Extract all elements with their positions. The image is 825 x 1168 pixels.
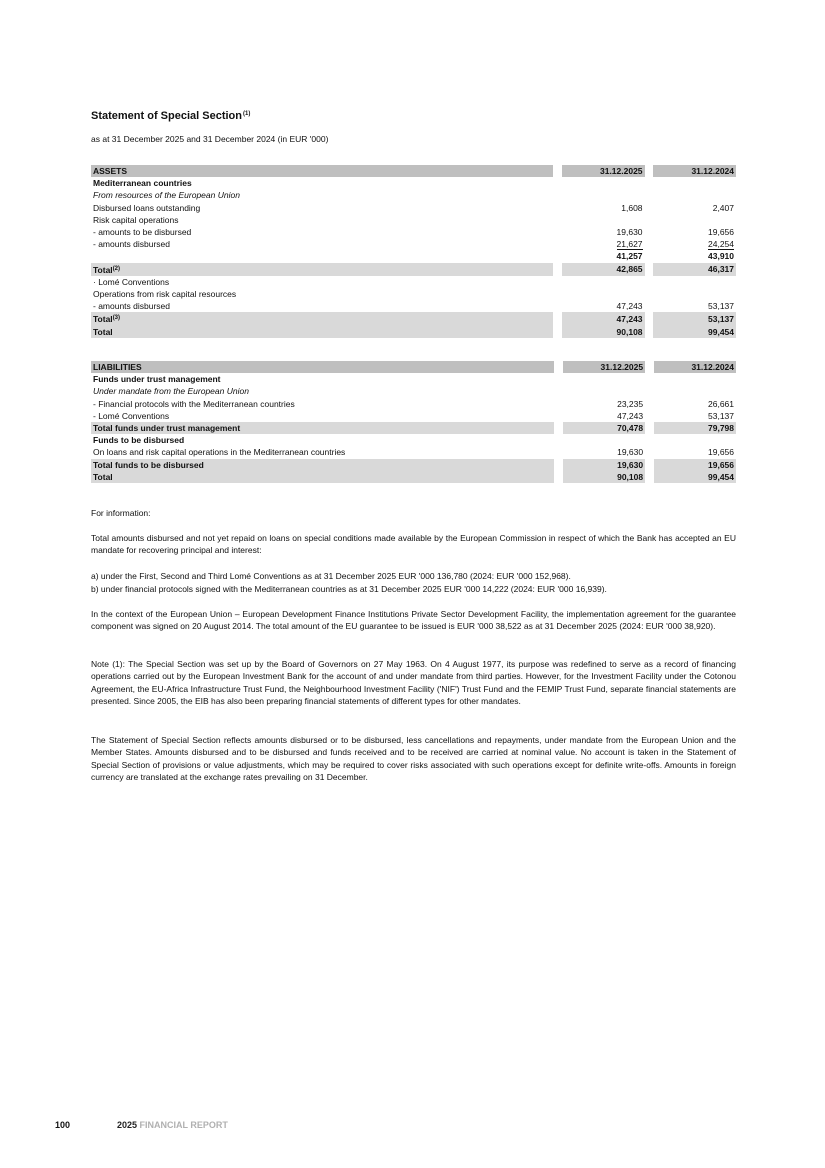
row-label: · Lomé Conventions — [93, 276, 170, 287]
value-2025 — [563, 385, 645, 397]
value-2025: 19,630 — [617, 447, 644, 458]
row-label: Total funds under trust management — [91, 422, 554, 434]
liabilities-row — [91, 385, 736, 397]
value-2025 — [563, 373, 645, 385]
value-2024: 24,254 — [708, 239, 734, 250]
assets-row — [91, 214, 736, 226]
value-2025: 31.12.2025 — [562, 165, 645, 177]
value-2025: 47,243 — [562, 312, 645, 325]
value-2025: 1,608 — [621, 202, 643, 213]
note-1-paragraph: Note (1): The Special Section was set up by the Board of Governors on 27 May 1963. On 4 August 1977, its purpose was redefined to serve as a record of financing operations carried out by the European Investment Bank for the account of and under mandate from third parties. However, for the Investment Facility under the Cotonou Agreement, the EU-Africa Infrastructure Trust Fund, the Neighbourhood Investment Facility ('NIF') Trust Fund and the FEMIP Trust Fund, separate financial statements are presented. Since 2005, the EIB has also been preparing financial statements of different types for other mandates. — [91, 659, 736, 706]
page-title: Statement of Special Section$^{(1)}$ — [91, 110, 251, 122]
value-2025: 90,108 — [562, 326, 645, 338]
value-2024: 19,656 — [654, 459, 736, 471]
assets-row — [91, 288, 736, 300]
value-2024: 19,656 — [708, 447, 734, 458]
assets-row — [91, 202, 736, 214]
value-2025: 21,627 — [616, 239, 643, 250]
guarantee-paragraph: In the context of the European Union – European Development Finance Institutions Private Sector Development Facility, the implementation agreement for the guarantee component was signed on 20 August 2014. The total amount of the EU guarantee to be issued is EUR '000 38,522 as at 31 December 2025 (2024: EUR '000 38,920). — [91, 609, 736, 632]
row-label: Disbursed loans outstanding — [93, 202, 201, 213]
value-2025: 90,108 — [563, 471, 645, 483]
row-label: - amounts disbursed — [93, 239, 171, 250]
value-2024 — [654, 434, 736, 446]
value-2025: 23,235 — [617, 398, 644, 409]
assets-row — [91, 276, 736, 288]
value-2024: 53,137 — [708, 301, 734, 312]
value-2024: 79,798 — [654, 422, 736, 434]
row-label: Funds under trust management — [93, 374, 221, 385]
value-2024: 46,317 — [653, 263, 736, 276]
value-2025 — [563, 434, 645, 446]
value-2025: 42,865 — [562, 263, 645, 276]
value-2024: 31.12.2024 — [654, 361, 736, 373]
row-label: Total funds to be disbursed — [91, 459, 554, 471]
row-label: - amounts disbursed — [93, 301, 171, 312]
value-2024: 43,910 — [708, 251, 734, 262]
footer-year: 2025 — [117, 1120, 138, 1130]
assets-row — [91, 238, 736, 250]
row-label: From resources of the European Union — [93, 190, 240, 201]
row-label: LIABILITIES — [91, 361, 554, 373]
row-label: Operations from risk capital resources — [93, 289, 237, 300]
row-label: Under mandate from the European Union — [93, 386, 249, 397]
row-label: On loans and risk capital operations in the Mediterranean countries — [93, 447, 346, 458]
row-label: Funds to be disbursed — [93, 435, 185, 446]
row-label: Mediterranean countries — [93, 178, 192, 189]
liabilities-row — [91, 434, 736, 446]
row-label — [91, 250, 553, 262]
value-2024: 99,454 — [654, 471, 736, 483]
value-2025 — [562, 214, 645, 226]
row-label: Total — [91, 471, 554, 483]
footer-report: FINANCIAL REPORT — [139, 1120, 228, 1130]
value-2024: 53,137 — [653, 312, 736, 325]
assets-row — [91, 326, 736, 338]
for-information-label: For information: — [91, 508, 151, 518]
row-label: Total — [91, 326, 553, 338]
value-2025: 47,243 — [617, 410, 644, 421]
value-2025 — [562, 189, 645, 201]
row-label: - amounts to be disbursed — [93, 227, 192, 238]
value-2025: 41,257 — [616, 251, 643, 262]
assets-header-row — [91, 165, 736, 177]
liabilities-row — [91, 471, 736, 483]
liabilities-header-row — [91, 361, 736, 373]
value-2024: 26,661 — [708, 398, 734, 409]
value-2025: 19,630 — [563, 459, 645, 471]
info-paragraph: Total amounts disbursed and not yet repaid on loans on special conditions made available by the European Commission in respect of which the Bank has accepted an EU mandate for recovering principal and interest: — [91, 533, 736, 556]
assets-row — [91, 189, 736, 201]
assets-row — [91, 312, 736, 325]
value-2024 — [653, 177, 736, 189]
value-2024: 53,137 — [708, 410, 734, 421]
value-2025: 31.12.2025 — [563, 361, 645, 373]
row-label: Risk capital operations — [93, 214, 179, 225]
value-2025 — [562, 288, 645, 300]
value-2024 — [654, 385, 736, 397]
assets-row — [91, 300, 736, 312]
value-2025: 47,243 — [616, 301, 643, 312]
row-label: Total$^{(2)}$ — [91, 263, 553, 276]
value-2025 — [562, 276, 645, 288]
liabilities-row — [91, 398, 736, 410]
value-2025: 70,478 — [563, 422, 645, 434]
value-2024 — [653, 189, 736, 201]
liabilities-row — [91, 422, 736, 434]
liabilities-row — [91, 410, 736, 422]
info-item-a: a) under the First, Second and Third Lomé Conventions as at 31 December 2025 EUR '000 136,780 (2024: EUR '000 152,968). — [91, 571, 571, 581]
row-label: - Lomé Conventions — [93, 410, 170, 421]
value-2024 — [654, 373, 736, 385]
value-2024: 99,454 — [653, 326, 736, 338]
liabilities-row — [91, 446, 736, 458]
value-2024 — [653, 214, 736, 226]
row-label: ASSETS — [91, 165, 553, 177]
assets-row — [91, 263, 736, 276]
liabilities-row — [91, 459, 736, 471]
statement-paragraph: The Statement of Special Section reflects amounts disbursed or to be disbursed, less cancellations and repayments, under mandate from the European Union and the Member States. Amounts disbursed and to be disbursed and funds received and to be received are carried at nominal value. No account is taken in the Statement of Special Section of provisions or value adjustments, which may be required to cover risks associated with such operations except for definite write-offs. Amounts in foreign currency are translated at the exchange rates prevailing on 31 December. — [91, 735, 736, 782]
page-number: 100 — [55, 1120, 71, 1130]
assets-row — [91, 226, 736, 238]
assets-table — [91, 165, 736, 338]
value-2024 — [653, 276, 736, 288]
assets-row — [91, 177, 736, 189]
value-2025 — [562, 177, 645, 189]
liabilities-row — [91, 373, 736, 385]
value-2025: 19,630 — [616, 227, 643, 238]
value-2024: 19,656 — [708, 227, 734, 238]
liabilities-table — [91, 361, 736, 483]
value-2024 — [653, 288, 736, 300]
page-subtitle: as at 31 December 2025 and 31 December 2024 (in EUR '000) — [91, 134, 329, 144]
value-2024: 31.12.2024 — [653, 165, 736, 177]
footer-title — [117, 1120, 228, 1130]
assets-row — [91, 250, 736, 262]
value-2024: 2,407 — [712, 202, 734, 213]
row-label: Total$^{(3)}$ — [91, 312, 553, 325]
row-label: - Financial protocols with the Mediterranean countries — [93, 398, 295, 409]
info-item-b: b) under financial protocols signed with the Mediterranean countries as at 31 December 2025 EUR '000 14,222 (2024: EUR '000 16,939). — [91, 584, 607, 594]
